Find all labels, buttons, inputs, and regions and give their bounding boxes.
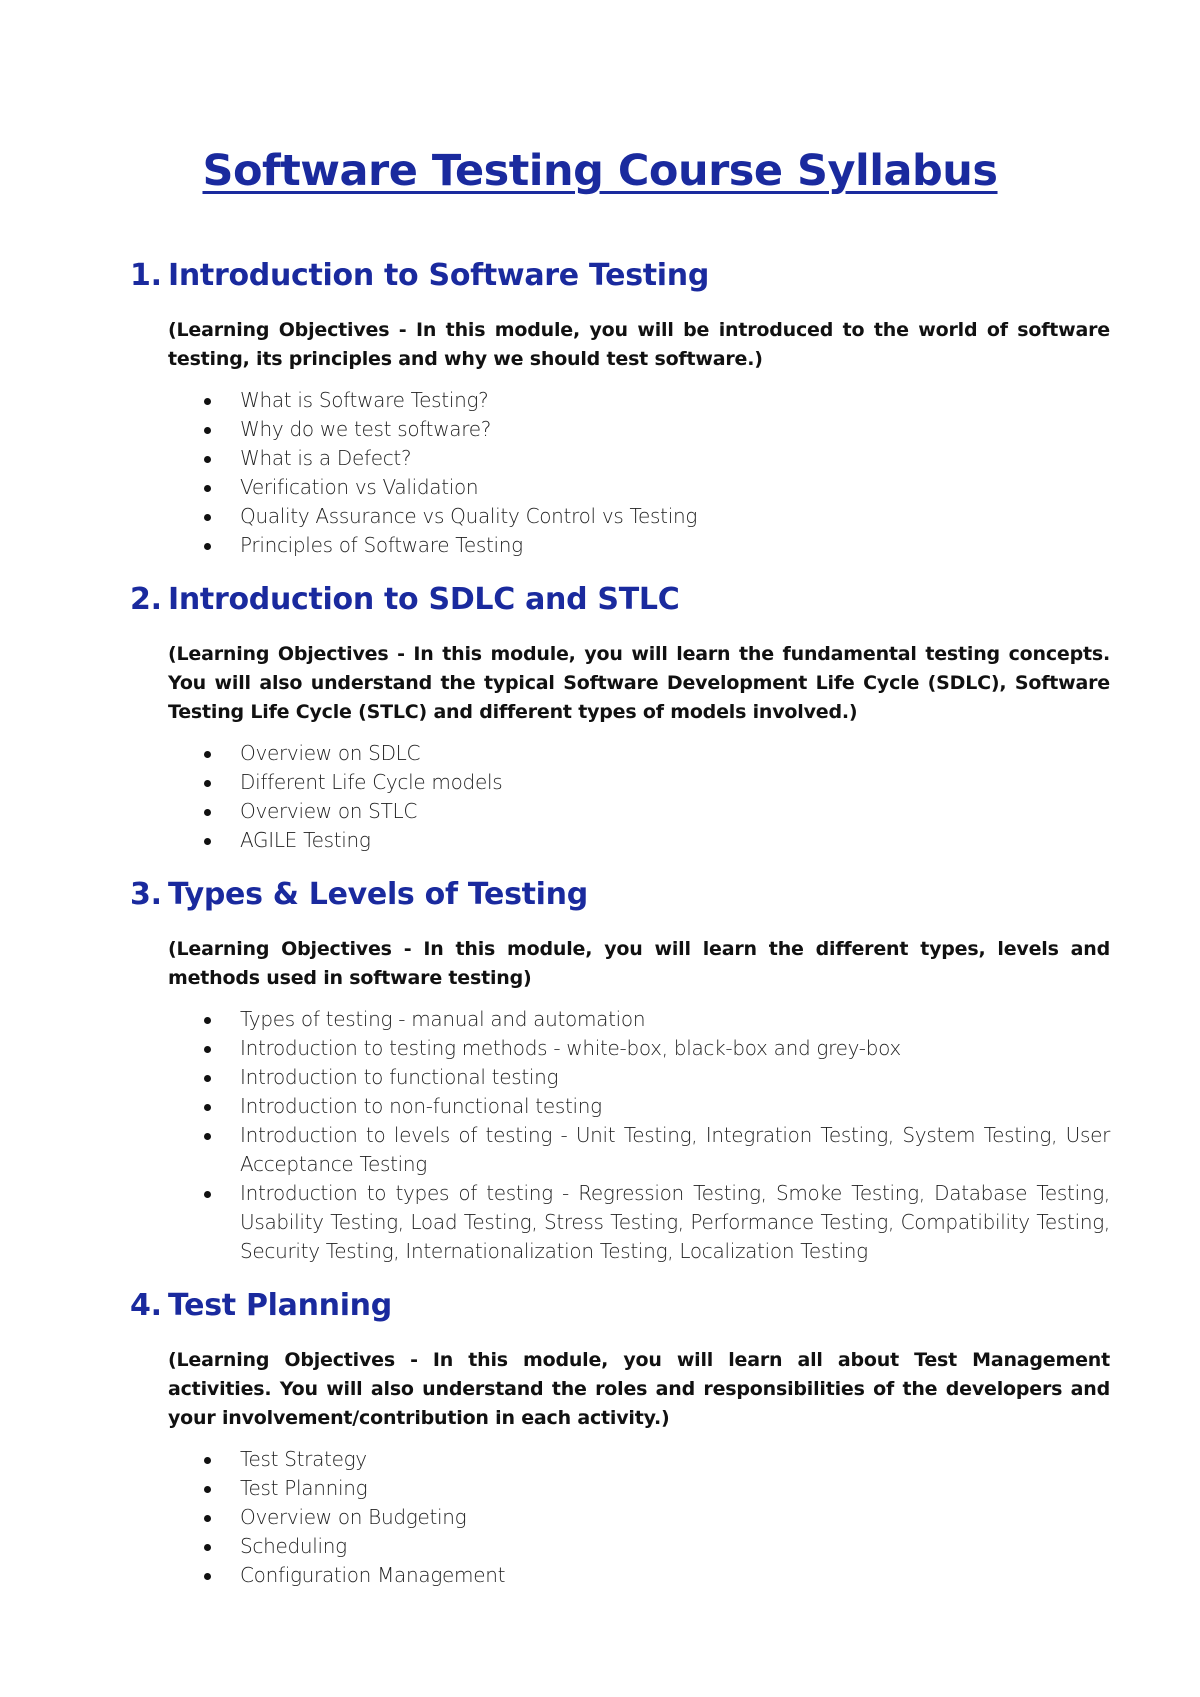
topic-text: Test Strategy: [240, 1447, 367, 1471]
section-title: Introduction to SDLC and STLC: [168, 582, 680, 617]
section-title: Test Planning: [168, 1288, 392, 1323]
bullet-icon: [204, 1486, 211, 1493]
bullet-icon: [204, 780, 211, 787]
topic-text: Scheduling: [240, 1534, 347, 1558]
topic-text: Types of testing - manual and automation: [240, 1007, 646, 1031]
bullet-icon: [204, 514, 211, 521]
bullet-icon: [204, 427, 211, 434]
bullet-icon: [204, 809, 211, 816]
section-heading: [130, 582, 1110, 618]
topic-text: Overview on Budgeting: [240, 1505, 467, 1529]
section-spacer: [130, 560, 1110, 582]
bullet-icon: [204, 751, 211, 758]
list-item: [240, 797, 1110, 826]
topic-text: Test Planning: [240, 1476, 368, 1500]
topic-text: Configuration Management: [240, 1563, 506, 1587]
section-heading: [130, 258, 1110, 294]
topic-text: Introduction to functional testing: [240, 1065, 559, 1089]
list-item: [240, 1445, 1110, 1474]
section-number: 1.: [130, 258, 162, 293]
section-1: [130, 258, 1110, 560]
topic-text: Quality Assurance vs Quality Control vs Testing: [240, 504, 698, 528]
list-item: [240, 1092, 1110, 1121]
section-number: 4.: [130, 1288, 162, 1323]
topic-list: [130, 386, 1110, 560]
section-2: [130, 582, 1110, 855]
section-number: 2.: [130, 582, 162, 617]
bullet-icon: [204, 1046, 211, 1053]
bullet-icon: [204, 838, 211, 845]
list-item: [240, 1561, 1110, 1590]
list-item: [240, 1474, 1110, 1503]
topic-text: What is Software Testing?: [240, 388, 489, 412]
bullet-icon: [204, 456, 211, 463]
list-item: [240, 473, 1110, 502]
bullet-icon: [204, 1544, 211, 1551]
topic-text: Introduction to non-functional testing: [240, 1094, 602, 1118]
topic-text: Verification vs Validation: [240, 475, 479, 499]
topic-text: Principles of Software Testing: [240, 533, 523, 557]
topic-list: [130, 739, 1110, 855]
topic-list: [130, 1005, 1110, 1266]
section-heading: [130, 877, 1110, 913]
section-4: [130, 1288, 1110, 1590]
topic-text: Introduction to testing methods - white-box, black-box and grey-box: [240, 1036, 901, 1060]
topic-list: [130, 1445, 1110, 1590]
learning-objective: (Learning Objectives - In this module, you will be introduced to the world of software testing, its principles and why we should test software.): [168, 319, 1110, 370]
list-item: [240, 1179, 1110, 1266]
list-item: [240, 502, 1110, 531]
learning-objective: (Learning Objectives - In this module, you will learn all about Test Management activities. You will also understand the roles and responsibilities of the developers and your involvement/contribution in each activity.): [168, 1349, 1110, 1429]
topic-text: What is a Defect?: [240, 446, 412, 470]
topic-text: Introduction to types of testing - Regression Testing, Smoke Testing, Database Testing, Usability Testing, Load Testing, Stress Testing, Performance Testing, Compatibility Testing, Security Testing, Internationalization Testing, Localization Testing: [240, 1181, 1110, 1263]
section-title: Types & Levels of Testing: [168, 877, 588, 912]
topic-text: Different Life Cycle models: [240, 770, 503, 794]
section-number: 3.: [130, 877, 162, 912]
topic-text: Why do we test software?: [240, 417, 492, 441]
list-item: [240, 444, 1110, 473]
bullet-icon: [204, 1515, 211, 1522]
list-item: [240, 1005, 1110, 1034]
section-3: [130, 877, 1110, 1266]
bullet-icon: [204, 398, 211, 405]
bullet-icon: [204, 543, 211, 550]
list-item: [240, 739, 1110, 768]
topic-text: AGILE Testing: [240, 828, 371, 852]
list-item: [240, 415, 1110, 444]
section-spacer: [130, 855, 1110, 877]
section-spacer: [130, 1266, 1110, 1288]
bullet-icon: [204, 485, 211, 492]
list-item: [240, 531, 1110, 560]
topic-text: Introduction to levels of testing - Unit Testing, Integration Testing, System Testing, User Acceptance Testing: [240, 1123, 1110, 1176]
section-heading: [130, 1288, 1110, 1324]
list-item: [240, 1503, 1110, 1532]
section-title: Introduction to Software Testing: [168, 258, 710, 293]
bullet-icon: [204, 1075, 211, 1082]
page-title: Software Testing Course Syllabus: [202, 146, 998, 196]
list-item: [240, 1034, 1110, 1063]
list-item: [240, 826, 1110, 855]
learning-objective: (Learning Objectives - In this module, you will learn the different types, levels and methods used in software testing): [168, 938, 1110, 989]
topic-text: Overview on SDLC: [240, 741, 421, 765]
list-item: [240, 1532, 1110, 1561]
bullet-icon: [204, 1017, 211, 1024]
list-item: [240, 1121, 1110, 1179]
bullet-icon: [204, 1573, 211, 1580]
learning-objective: (Learning Objectives - In this module, you will learn the fundamental testing concepts. You will also understand the typical Software Development Life Cycle (SDLC), Software Testing Life Cycle (STLC) and different types of models involved.): [168, 643, 1110, 723]
list-item: [240, 768, 1110, 797]
syllabus-content: [130, 258, 1110, 1590]
bullet-icon: [204, 1104, 211, 1111]
list-item: [240, 386, 1110, 415]
list-item: [240, 1063, 1110, 1092]
bullet-icon: [204, 1191, 211, 1198]
bullet-icon: [204, 1133, 211, 1140]
topic-text: Overview on STLC: [240, 799, 418, 823]
bullet-icon: [204, 1457, 211, 1464]
